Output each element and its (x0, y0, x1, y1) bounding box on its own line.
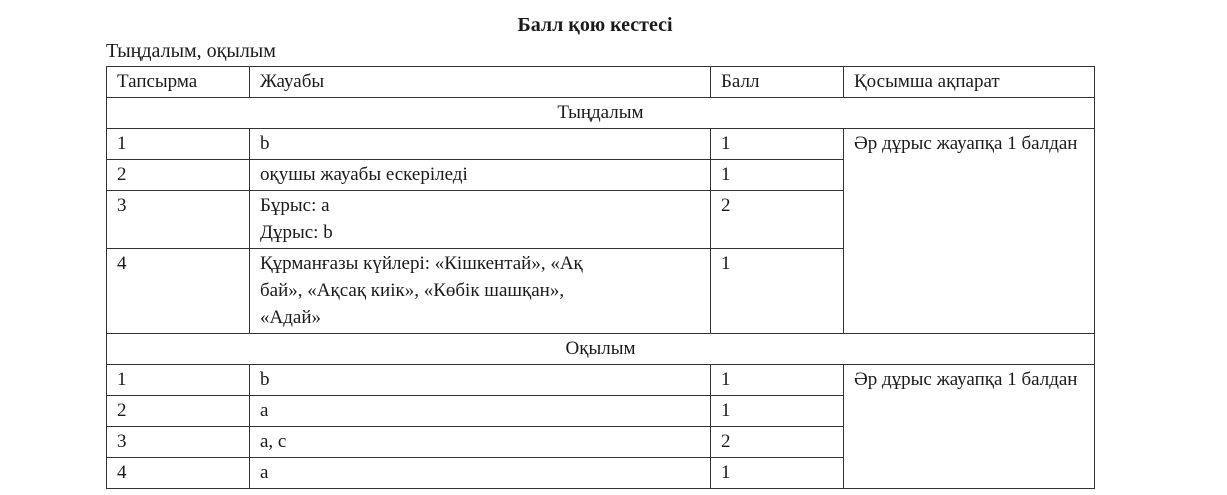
task-number: 3 (107, 191, 250, 249)
document-subtitle: Тыңдалым, оқылым (106, 40, 276, 62)
score-cell: 2 (711, 191, 844, 249)
score-cell: 1 (711, 129, 844, 160)
answer-line: а (260, 400, 269, 421)
table-body (107, 98, 1095, 489)
score-cell: 1 (711, 249, 844, 334)
answer-line: Құрманғазы күйлері: «Кішкентай», «Ақ (260, 253, 583, 274)
answer-line: b (260, 369, 270, 390)
answer-line: а, с (260, 431, 287, 452)
answer-cell (250, 365, 711, 396)
section-row (107, 334, 1095, 365)
answer-cell (250, 191, 711, 249)
score-cell: 1 (711, 160, 844, 191)
task-number: 3 (107, 427, 250, 458)
task-number: 4 (107, 458, 250, 489)
score-table (106, 66, 1095, 489)
header-answer: Жауабы (250, 67, 711, 98)
task-number: 2 (107, 396, 250, 427)
document-title: Балл қою кестесі (517, 14, 673, 36)
section-title: Тыңдалым (107, 98, 1095, 129)
answer-cell (250, 160, 711, 191)
info-cell: Әр дұрыс жауапқа 1 балдан (844, 365, 1095, 489)
table-row (107, 365, 1095, 396)
answer-cell (250, 396, 711, 427)
header-task: Тапсырма (107, 67, 250, 98)
section-title: Оқылым (107, 334, 1095, 365)
task-number: 4 (107, 249, 250, 334)
task-number: 1 (107, 365, 250, 396)
answer-line: Бұрыс: а (260, 195, 330, 216)
score-cell: 1 (711, 365, 844, 396)
table-row (107, 129, 1095, 160)
score-cell: 1 (711, 396, 844, 427)
score-cell: 2 (711, 427, 844, 458)
info-cell: Әр дұрыс жауапқа 1 балдан (844, 129, 1095, 334)
answer-line: b (260, 133, 270, 154)
header-score: Балл (711, 67, 844, 98)
answer-cell (250, 129, 711, 160)
answer-cell (250, 249, 711, 334)
header-row (107, 67, 1095, 98)
answer-line: бай», «Ақсақ киік», «Көбік шашқан», (260, 280, 565, 301)
header-info: Қосымша ақпарат (844, 67, 1095, 98)
answer-cell (250, 458, 711, 489)
answer-line: «Адай» (260, 307, 321, 328)
answer-cell (250, 427, 711, 458)
section-row (107, 98, 1095, 129)
task-number: 1 (107, 129, 250, 160)
task-number: 2 (107, 160, 250, 191)
score-cell: 1 (711, 458, 844, 489)
answer-line: Дұрыс: b (260, 222, 333, 243)
answer-line: а (260, 462, 269, 483)
answer-line: оқушы жауабы ескеріледі (260, 164, 468, 185)
